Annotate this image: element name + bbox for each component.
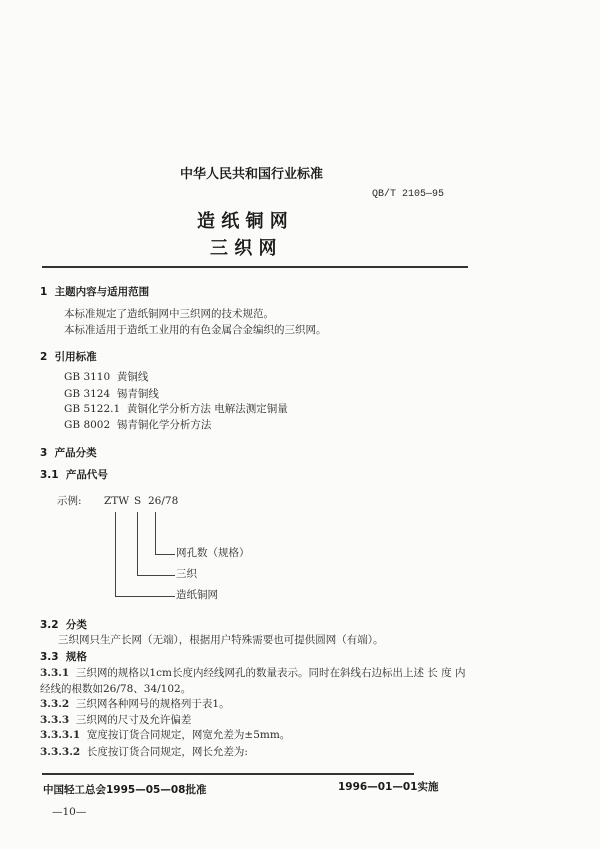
s3-2-text: 三织网只生产长网（无端），根据用户特殊需要也可提供圆网（有端）。 <box>58 634 384 646</box>
s3-3-heading: 3.3 规格 <box>40 651 87 663</box>
s3-1-heading: 3.1 产品代号 <box>40 469 108 481</box>
code-part-ztw: ZTW <box>104 495 130 507</box>
diagram-line <box>137 575 175 576</box>
s3-3-3-1: 3.3.3.1 宽度按订货合同规定，网宽允差为±5mm。 <box>40 729 291 741</box>
s3-heading: 3 产品分类 <box>40 447 97 459</box>
code-part-s: S <box>134 495 142 507</box>
page-number: —10— <box>52 806 87 818</box>
example-label: 示例: <box>57 495 82 507</box>
ref-item: GB 3124 锡青铜线 <box>64 388 159 400</box>
footer-rule <box>42 773 414 775</box>
s2-heading: 2 引用标准 <box>40 351 97 363</box>
ref-item: GB 3110 黄铜线 <box>64 371 149 383</box>
s3-3-1: 3.3.1 三织网的规格以1cm长度内经线网孔的数量表示。同时在斜线右边标出上述 长 度 内 <box>40 667 466 679</box>
s1-heading: 1 主题内容与适用范围 <box>40 286 150 298</box>
legend-mesh: 网孔数（规格） <box>176 547 250 559</box>
s3-3-2: 3.3.2 三织网各种网号的规格列于表1。 <box>40 698 230 710</box>
legend-triple: 三织 <box>176 568 197 580</box>
header-rule <box>42 266 468 268</box>
s1-p1: 本标准规定了造纸铜网中三织网的技术规范。 <box>64 308 274 320</box>
diagram-line <box>115 596 175 597</box>
approval-text: 中国轻工总会1995—05—08批准 <box>43 784 207 796</box>
title-line1: 造 纸 铜 网 <box>197 211 288 232</box>
s3-3-1-cont: 经线的根数如26/78、34/102。 <box>40 683 192 695</box>
legend-wire: 造纸铜网 <box>176 589 218 601</box>
diagram-line <box>137 512 138 575</box>
ref-item: GB 8002 锡青铜化学分析方法 <box>64 419 212 431</box>
standard-code: QB/T 2105—95 <box>372 189 445 200</box>
title-line2: 三 织 网 <box>210 238 277 259</box>
s1-p2: 本标准适用于造纸工业用的有色金属合金编织的三织网。 <box>64 324 327 336</box>
org-title: 中华人民共和国行业标准 <box>180 167 324 182</box>
ref-item: GB 5122.1 黄铜化学分析方法 电解法测定铜量 <box>64 403 288 415</box>
diagram-line <box>155 512 156 554</box>
diagram-line <box>155 554 175 555</box>
s3-3-3: 3.3.3 三织网的尺寸及允许偏差 <box>40 714 192 726</box>
diagram-line <box>115 512 116 596</box>
effective-text: 1996—01—01实施 <box>338 781 439 793</box>
s3-2-heading: 3.2 分类 <box>40 619 87 631</box>
s3-3-3-2: 3.3.3.2 长度按订货合同规定，网长允差为: <box>40 746 248 758</box>
code-part-mesh: 26/78 <box>148 495 179 507</box>
